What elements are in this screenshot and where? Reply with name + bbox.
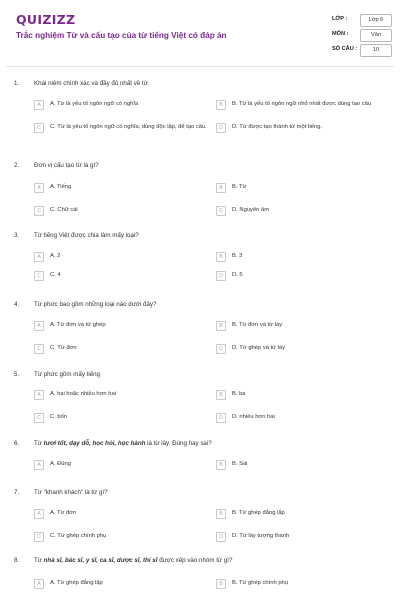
question-text-pre: Từ — [34, 440, 44, 447]
question-text-post: được xếp vào nhóm từ gì? — [157, 557, 233, 564]
option-text: A. Từ đơn và từ ghép — [50, 322, 106, 328]
meta-subject-value: Văn — [360, 29, 392, 42]
option-letter-box[interactable]: A — [34, 390, 44, 400]
question-text-emphasis: tươi tốt, dạy dỗ, học hỏi, học hành — [43, 440, 146, 447]
option-letter-box[interactable]: D — [216, 123, 226, 133]
option-letter-box[interactable]: C — [34, 123, 44, 133]
option-letter-box[interactable]: C — [34, 532, 44, 542]
option-letter-box[interactable]: C — [34, 413, 44, 423]
option-letter-box[interactable]: A — [34, 100, 44, 110]
option-text: C. Từ đơn — [50, 345, 77, 351]
question-text: Từ phức bao gồm những loại nào dưới đây? — [34, 301, 157, 308]
header-divider — [6, 66, 394, 67]
question-text: Đơn vị cấu tạo từ là gì? — [34, 162, 99, 169]
meta-count — [332, 44, 392, 57]
meta-count-label: SỐ CÂU : — [332, 46, 358, 52]
option-letter-box[interactable]: D — [216, 532, 226, 542]
option-letter-box[interactable]: A — [34, 252, 44, 262]
meta-count-value: 10 — [360, 44, 392, 57]
meta-subject — [332, 29, 392, 42]
option-letter-box[interactable]: B — [216, 509, 226, 519]
question-text-post: là từ láy. Đúng hay sai? — [145, 440, 212, 447]
option-text: A. 2 — [50, 253, 61, 259]
option-text: D. Nguyên âm — [232, 207, 270, 213]
option-letter-box[interactable]: B — [216, 100, 226, 110]
option-text: B. Sai — [232, 461, 248, 467]
meta-class-value: Lớp 6 — [360, 14, 392, 27]
option-text: A. Tiếng — [50, 184, 72, 190]
meta-class — [332, 14, 392, 27]
question-number: 1. — [14, 80, 20, 87]
option-letter-box[interactable]: B — [216, 183, 226, 193]
option-letter-box[interactable]: B — [216, 579, 226, 589]
option-text: D. Từ ghép và từ láy — [232, 345, 286, 351]
option-letter-box[interactable]: B — [216, 321, 226, 331]
option-text: B. Từ là yếu tố ngôn ngữ nhỏ nhất được dùng tạo câu — [232, 101, 372, 107]
page-title: Trắc nghiệm Từ và cấu tạo của từ tiếng Việt có đáp án — [16, 31, 227, 40]
question-number: 5. — [14, 371, 20, 378]
option-letter-box[interactable]: C — [34, 206, 44, 216]
option-text: B. Từ — [232, 184, 247, 190]
question-text: Từ "khanh khách" là từ gì? — [34, 489, 108, 496]
option-letter-box[interactable]: A — [34, 321, 44, 331]
option-text: D. nhiều hơn hai — [232, 414, 275, 420]
option-text: C. Chữ cái — [50, 207, 78, 213]
option-text: B. Từ ghép đẳng lập — [232, 510, 285, 516]
question-number: 6. — [14, 440, 20, 447]
option-letter-box[interactable]: A — [34, 460, 44, 470]
question-number: 3. — [14, 232, 20, 239]
option-text: A. Từ là yếu tố ngôn ngữ có nghĩa — [50, 101, 139, 107]
option-text: C. 4 — [50, 272, 61, 278]
option-letter-box[interactable]: B — [216, 390, 226, 400]
option-letter-box[interactable]: D — [216, 344, 226, 354]
option-letter-box[interactable]: A — [34, 579, 44, 589]
option-letter-box[interactable]: A — [34, 509, 44, 519]
option-text: C. bốn — [50, 414, 68, 420]
option-text: C. Từ là yếu tố ngôn ngữ có nghĩa, dùng độc lập, để tạo câu. — [50, 124, 207, 130]
option-text: D. Từ láy tượng thanh — [232, 533, 290, 539]
option-text: D. 5 — [232, 272, 243, 278]
question-text: Từ tiếng Việt được chia làm mấy loại? — [34, 232, 139, 239]
question-text: Khái niệm chính xác và đầy đủ nhất về từ — [34, 80, 148, 87]
option-text: A. Đúng — [50, 461, 71, 467]
question-text-emphasis: nhà sĩ, bác sĩ, y sĩ, ca sĩ, dược sĩ, thi sĩ — [43, 557, 158, 564]
option-text: B. 3 — [232, 253, 243, 259]
question-number: 2. — [14, 162, 20, 169]
meta-class-label: LỚP : — [332, 16, 348, 22]
option-letter-box[interactable]: C — [34, 271, 44, 281]
option-letter-box[interactable]: D — [216, 271, 226, 281]
quizizz-logo[interactable]: QUIZIZZ — [16, 12, 76, 27]
question-text — [34, 557, 374, 564]
question-text: Từ phức gồm mấy tiếng — [34, 371, 101, 378]
option-text: B. ba — [232, 391, 246, 397]
question-text-pre: Từ — [34, 557, 44, 564]
meta-subject-label: MÔN : — [332, 31, 349, 37]
option-letter-box[interactable]: B — [216, 460, 226, 470]
option-text: A. Từ đơn — [50, 510, 77, 516]
option-text: B. Từ ghép chính phụ — [232, 580, 288, 586]
option-letter-box[interactable]: D — [216, 413, 226, 423]
option-text: A. hai hoặc nhiều hơn hai — [50, 391, 117, 397]
question-number: 7. — [14, 489, 20, 496]
option-text: B. Từ đơn và từ láy — [232, 322, 283, 328]
option-letter-box[interactable]: D — [216, 206, 226, 216]
option-text: D. Từ được tạo thành từ một tiếng. — [232, 124, 323, 130]
worksheet-header — [0, 0, 400, 66]
option-letter-box[interactable]: A — [34, 183, 44, 193]
option-letter-box[interactable]: C — [34, 344, 44, 354]
option-letter-box[interactable]: B — [216, 252, 226, 262]
question-text — [34, 440, 374, 447]
question-number: 8. — [14, 557, 20, 564]
option-text: C. Từ ghép chính phụ — [50, 533, 107, 539]
question-number: 4. — [14, 301, 20, 308]
option-text: A. Từ ghép đẳng lập — [50, 580, 103, 586]
